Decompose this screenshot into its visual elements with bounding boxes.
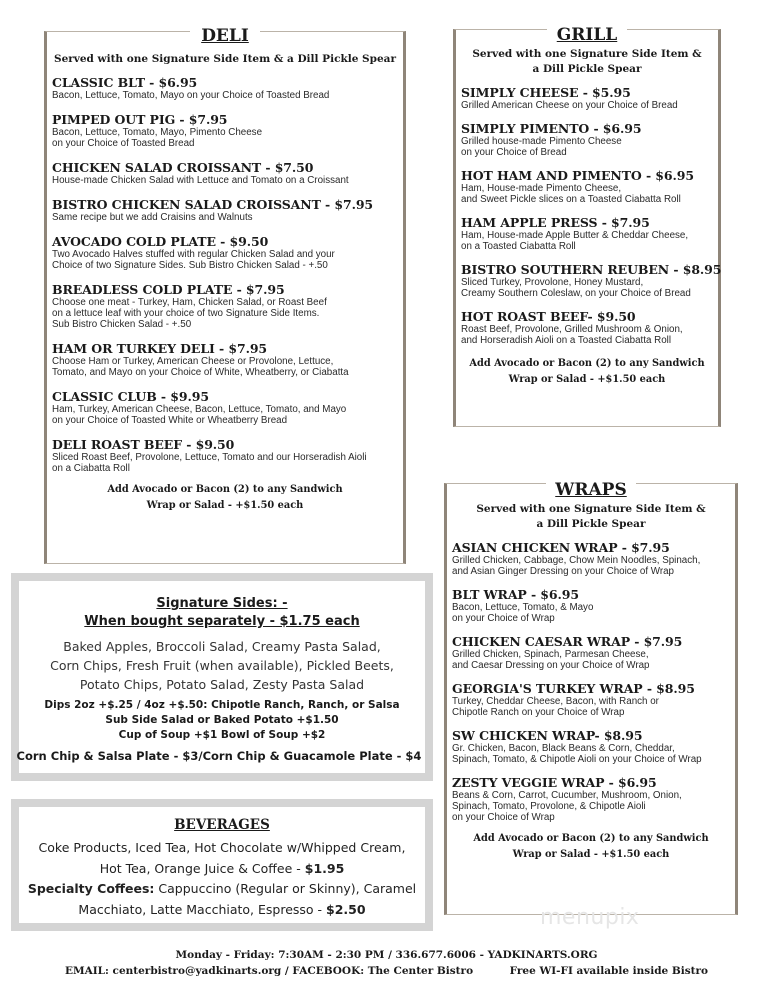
wraps-section	[444, 480, 738, 915]
menu-item-description: Grilled Chicken, Spinach, Parmesan Cheese, and Caesar Dressing on your Choice of Wrap	[452, 649, 650, 671]
menu-item-description: Grilled house-made Pimento Cheese on your Choice of Bread	[461, 136, 622, 158]
menu-item-name: CLASSIC BLT - $6.95	[52, 75, 198, 90]
menu-item-name: HOT HAM AND PIMENTO - $6.95	[461, 168, 694, 183]
menu-item-name: SW CHICKEN WRAP- $8.95	[452, 728, 643, 743]
deli-addon-line1: Add Avocado or Bacon (2) to any Sandwich	[107, 484, 343, 495]
grill-addon-line2: Wrap or Salad - +$1.50 each	[508, 374, 666, 385]
menu-item-description: Gr. Chicken, Bacon, Black Beans & Corn, Cheddar, Spinach, Tomato, & Chipotle Aioli on your Choice of Wrap	[452, 743, 702, 765]
menu-item	[452, 634, 735, 671]
menu-item-name: GEORGIA'S TURKEY WRAP - $8.95	[452, 681, 695, 696]
deli-section	[44, 26, 406, 564]
menu-item-description: House-made Chicken Salad with Lettuce and Tomato on a Croissant	[52, 175, 349, 186]
wraps-addon-line2: Wrap or Salad - +$1.50 each	[512, 849, 670, 860]
menu-item-description: Ham, Turkey, American Cheese, Bacon, Lettuce, Tomato, and Mayo on your Choice of Toasted White or Wheatberry Bread	[52, 404, 347, 426]
menu-item-name: HAM APPLE PRESS - $7.95	[461, 215, 650, 230]
menu-item-name: DELI ROAST BEEF - $9.50	[52, 437, 235, 452]
menu-item	[461, 215, 718, 252]
wraps-items	[447, 540, 735, 823]
signature-sides-section	[11, 573, 433, 781]
sides-price: When bought separately - $1.75 each	[84, 614, 360, 629]
menu-item-name: HOT ROAST BEEF- $9.50	[461, 309, 636, 324]
menu-item-description: Beans & Corn, Carrot, Cucumber, Mushroom, Onion, Spinach, Tomato, Provolone, & Chipotle Aioli on your Choice of Wrap	[452, 790, 682, 823]
footer-contact-line: EMAIL: centerbistro@yadkinarts.org / FACEBOOK: The Center Bistro Free WI-FI available inside Bistro	[64, 965, 709, 977]
deli-addon-line2: Wrap or Salad - +$1.50 each	[146, 500, 304, 511]
menu-item	[461, 309, 718, 346]
menu-item-description: Bacon, Lettuce, Tomato, Mayo, Pimento Cheese on your Choice of Toasted Bread	[52, 127, 263, 149]
menu-item-description: Bacon, Lettuce, Tomato, Mayo on your Choice of Toasted Bread	[52, 90, 330, 101]
menu-item-description: Grilled American Cheese on your Choice of Bread	[461, 100, 678, 111]
menu-item-description: Bacon, Lettuce, Tomato, & Mayo on your Choice of Wrap	[452, 602, 594, 624]
menu-item	[52, 341, 403, 378]
sides-list: Baked Apples, Broccoli Salad, Creamy Pasta Salad, Corn Chips, Fresh Fruit (when available), Pickled Beets, Potato Chips, Potato Salad, Zesty Pasta Salad	[50, 639, 394, 692]
menu-item	[52, 197, 403, 223]
beverages-line2	[19, 859, 425, 880]
deli-subtitle: Served with one Signature Side Item & a Dill Pickle Spear	[53, 53, 396, 65]
sides-chip-plates: Corn Chip & Salsa Plate - $3/Corn Chip & Guacamole Plate - $4	[16, 749, 422, 763]
wraps-subtitle-line2: a Dill Pickle Spear	[536, 518, 646, 530]
footer-hours-line: Monday - Friday: 7:30AM - 2:30 PM / 336.677.6006 - YADKINARTS.ORG	[175, 949, 598, 961]
menu-item-name: BISTRO CHICKEN SALAD CROISSANT - $7.95	[52, 197, 374, 212]
beverages-section	[11, 799, 433, 931]
menu-item-name: ASIAN CHICKEN WRAP - $7.95	[452, 540, 670, 555]
grill-section	[453, 25, 722, 427]
menu-item	[461, 121, 718, 158]
wraps-title: WRAPS	[546, 480, 636, 500]
specialty-coffees-label: Specialty Coffees:	[27, 881, 155, 896]
menu-item-description: Choose one meat - Turkey, Ham, Chicken Salad, or Roast Beef on a lettuce leaf with your choice of two Signature Side Items. Sub Bistro Chicken Salad - +.50	[52, 297, 327, 330]
menu-item-name: HAM OR TURKEY DELI - $7.95	[52, 341, 268, 356]
menu-item-description: Two Avocado Halves stuffed with regular Chicken Salad and your Choice of two Signature Sides. Sub Bistro Chicken Salad - +.50	[52, 249, 335, 271]
menu-item-name: BISTRO SOUTHERN REUBEN - $8.95	[461, 262, 722, 277]
wraps-subtitle-line1: Served with one Signature Side Item &	[476, 503, 706, 515]
deli-title: DELI	[190, 26, 260, 46]
grill-addon-line1: Add Avocado or Bacon (2) to any Sandwich	[469, 358, 705, 369]
sides-extras: Dips 2oz +$.25 / 4oz +$.50: Chipotle Ranch, Ranch, or Salsa Sub Side Salad or Baked Potato +$1.50 Cup of Soup +$1 Bowl of Soup +$2	[44, 699, 400, 741]
menu-item	[461, 262, 722, 299]
menu-item	[52, 112, 403, 149]
grill-items	[456, 85, 722, 346]
beverages-hot-drinks: Hot Tea, Orange Juice & Coffee -	[99, 860, 305, 876]
beverages-line4	[19, 900, 425, 921]
menu-item	[52, 75, 403, 101]
beverages-price-1: $1.95	[304, 860, 345, 876]
menu-item-description: Sliced Turkey, Provolone, Honey Mustard, Creamy Southern Coleslaw, on your Choice of Bread	[461, 277, 691, 299]
beverages-price-2: $2.50	[326, 901, 366, 917]
menu-item-name: AVOCADO COLD PLATE - $9.50	[52, 234, 269, 249]
menu-item-name: BLT WRAP - $6.95	[452, 587, 579, 602]
menu-item-description: Ham, House-made Apple Butter & Cheddar Cheese, on a Toasted Ciabatta Roll	[461, 230, 689, 252]
specialty-coffees-list-cont: Macchiato, Latte Macchiato, Espresso -	[78, 901, 327, 917]
menu-item-description: Same recipe but we add Craisins and Walnuts	[52, 212, 253, 223]
menu-item-description: Roast Beef, Provolone, Grilled Mushroom & Onion, and Horseradish Aioli on a Toasted Ciabatta Roll	[461, 324, 683, 346]
beverages-title: BEVERAGES	[174, 817, 270, 833]
menu-item	[52, 282, 403, 330]
menu-item-name: ZESTY VEGGIE WRAP - $6.95	[452, 775, 657, 790]
menu-item	[461, 85, 718, 111]
grill-subtitle-line2: a Dill Pickle Spear	[532, 63, 642, 75]
menu-item	[52, 437, 403, 474]
menu-item	[452, 681, 735, 718]
deli-items	[47, 75, 403, 474]
menu-item-description: Turkey, Cheddar Cheese, Bacon, with Ranch or Chipotle Ranch on your Choice of Wrap	[452, 696, 659, 718]
wraps-addon-line1: Add Avocado or Bacon (2) to any Sandwich	[473, 833, 709, 844]
menu-item-name: CHICKEN CAESAR WRAP - $7.95	[452, 634, 683, 649]
menu-item-description: Choose Ham or Turkey, American Cheese or Provolone, Lettuce, Tomato, and Mayo on your Choice of White, Wheatberry, or Ciabatta	[52, 356, 349, 378]
beverages-soft-drinks: Coke Products, Iced Tea, Hot Chocolate w/Whipped Cream,	[38, 840, 406, 855]
menu-item	[452, 728, 735, 765]
menu-item-name: SIMPLY PIMENTO - $6.95	[461, 121, 642, 136]
menu-item	[461, 168, 718, 205]
menu-item	[452, 540, 735, 577]
menupix-watermark: menupix	[540, 905, 640, 930]
grill-title: GRILL	[547, 25, 627, 45]
menu-item	[452, 587, 735, 624]
beverages-line1	[19, 838, 425, 859]
menu-item-name: PIMPED OUT PIG - $7.95	[52, 112, 228, 127]
menu-item-name: SIMPLY CHEESE - $5.95	[461, 85, 631, 100]
menu-item	[452, 775, 735, 823]
grill-subtitle-line1: Served with one Signature Side Item &	[472, 48, 702, 60]
sides-title: Signature Sides: -	[156, 596, 288, 611]
menu-item-name: BREADLESS COLD PLATE - $7.95	[52, 282, 285, 297]
menu-item	[52, 234, 403, 271]
menu-item-description: Sliced Roast Beef, Provolone, Lettuce, Tomato and our Horseradish Aioli on a Ciabatta Roll	[52, 452, 367, 474]
menu-item-name: CLASSIC CLUB - $9.95	[52, 389, 209, 404]
menu-item-name: CHICKEN SALAD CROISSANT - $7.50	[52, 160, 314, 175]
beverages-line3	[19, 879, 425, 900]
specialty-coffees-list: Cappuccino (Regular or Skinny), Caramel	[154, 881, 417, 896]
menu-item-description: Grilled Chicken, Cabbage, Chow Mein Noodles, Spinach, and Asian Ginger Dressing on your Choice of Wrap	[452, 555, 701, 577]
menu-item-description: Ham, House-made Pimento Cheese, and Sweet Pickle slices on a Toasted Ciabatta Roll	[461, 183, 681, 205]
menu-item	[52, 389, 403, 426]
menu-item	[52, 160, 403, 186]
